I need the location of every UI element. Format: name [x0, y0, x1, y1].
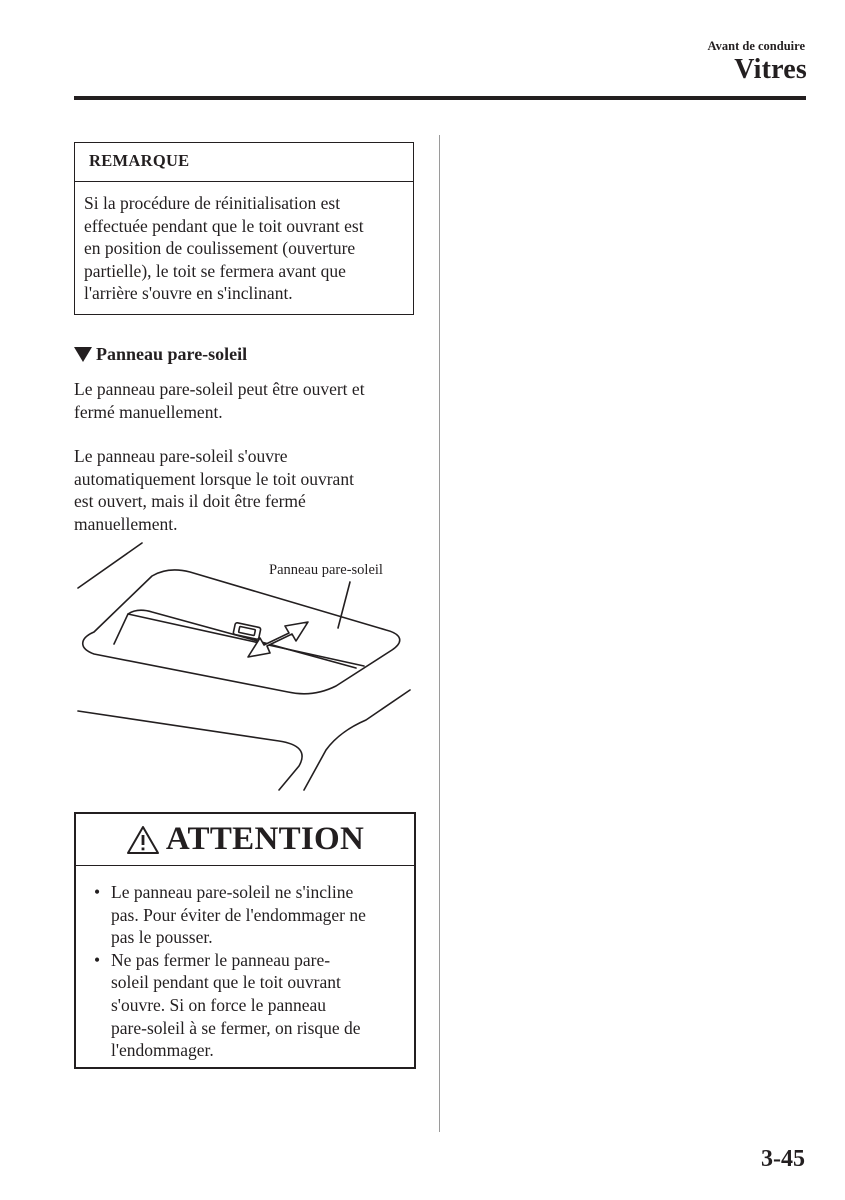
column-divider [439, 135, 440, 1132]
warning-line: l'endommager. [111, 1040, 214, 1061]
note-line: Si la procédure de réinitialisation est [84, 193, 341, 213]
warning-line: soleil pendant que le toit ouvrant [111, 972, 341, 993]
warning-line: pare-soleil à se fermer, on risque de [111, 1017, 361, 1038]
page-title: Vitres [734, 54, 807, 85]
paragraph-line: fermé manuellement. [74, 401, 223, 422]
note-line: effectuée pendant que le toit ouvrant est [84, 215, 364, 236]
roof-rear-line [78, 711, 302, 790]
triangle-down-icon [74, 347, 92, 362]
page-number: 3-45 [761, 1146, 805, 1172]
warning-line: s'ouvre. Si on force le panneau [111, 994, 327, 1015]
warning-list [76, 866, 414, 1062]
warning-header [76, 814, 414, 866]
warning-triangle-icon [126, 825, 160, 855]
windshield-edge-line [78, 543, 142, 588]
header-rule [74, 96, 806, 100]
note-line: l'arrière s'ouvre en s'inclinant. [84, 283, 293, 304]
section-label: Avant de conduire [707, 39, 805, 53]
callout-leader-line [338, 582, 350, 628]
paragraph-2 [74, 445, 419, 535]
pillar-line [304, 690, 410, 790]
paragraph-line: manuellement. [74, 513, 178, 534]
note-line: partielle), le toit se fermera avant que [84, 260, 346, 281]
warning-box [74, 812, 416, 1069]
warning-item [76, 881, 406, 949]
paragraph-line: automatiquement lorsque le toit ouvrant [74, 468, 354, 489]
paragraph-line: est ouvert, mais il doit être fermé [74, 491, 306, 512]
note-body [75, 182, 413, 305]
warning-item [76, 949, 406, 1062]
warning-line: pas. Pour éviter de l'endommager ne [111, 904, 366, 925]
paragraph-line: Le panneau pare-soleil s'ouvre [74, 446, 288, 466]
illustration-callout-label: Panneau pare-soleil [269, 562, 383, 578]
warning-title: ATTENTION [165, 821, 365, 857]
note-box [74, 142, 414, 315]
paragraph-line: Le panneau pare-soleil peut être ouvert et [74, 379, 365, 399]
warning-line: Ne pas fermer le panneau pare- [111, 949, 331, 970]
note-line: en position de coulissement (ouverture [84, 238, 356, 259]
sunshade-handle-inner [239, 626, 256, 635]
warning-line: Le panneau pare-soleil ne s'incline [111, 882, 354, 902]
sunshade-panel-edge [128, 614, 364, 666]
sunroof-outer-outline [83, 570, 400, 694]
sunshade-handle [233, 622, 261, 639]
bullet: • [94, 949, 101, 970]
bullet: • [94, 882, 101, 902]
warning-line: pas le pousser. [111, 927, 213, 948]
paragraph-1 [74, 378, 419, 423]
note-heading: REMARQUE [75, 143, 413, 182]
section-heading-text: Panneau pare-soleil [96, 344, 248, 364]
section-heading [74, 344, 247, 365]
